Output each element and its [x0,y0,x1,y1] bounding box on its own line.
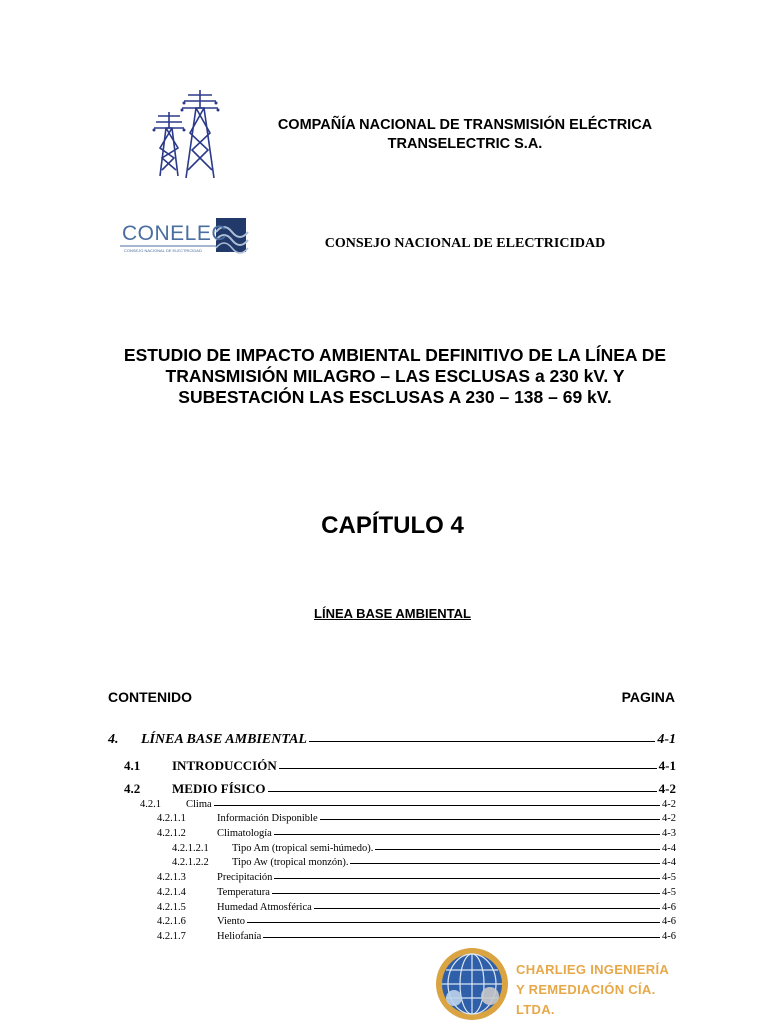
toc-leader-line [320,819,660,820]
toc-entry-page: 4-6 [662,931,676,942]
toc-entry-number: 4.2.1.4 [157,887,186,898]
toc-entry-number: 4.2.1.5 [157,902,186,913]
toc-entry-number: 4. [108,732,119,747]
toc-leader-line [214,805,660,806]
toc-entry-number: 4.2.1.3 [157,872,186,883]
toc-entry-page: 4-2 [658,781,676,796]
toc-entry[interactable] [157,931,676,942]
consultant-name-line2: Y REMEDIACIÓN CÍA. LTDA. [516,982,656,1017]
toc-entry[interactable] [124,758,676,774]
toc-entry-number: 4.2.1.1 [157,813,186,824]
toc-entry[interactable] [157,828,676,839]
toc-entry-page: 4-5 [662,887,676,898]
chapter-title: CAPÍTULO 4 [321,512,464,539]
toc-entry-number: 4.1 [124,758,141,773]
toc-entry-title: Humedad Atmosférica [217,902,312,913]
toc-entry-number: 4.2.1.2.2 [172,857,209,868]
toc-leader-line [247,922,660,923]
toc-entry[interactable] [172,843,676,854]
toc-leader-line [263,937,660,938]
toc-leader-line [272,893,660,894]
transmission-tower-logo [146,88,226,180]
consultant-name [516,960,686,1020]
toc-entry-number: 4.2.1.7 [157,931,186,942]
toc-entry[interactable] [124,781,676,797]
toc-leader-line [268,791,657,792]
conelec-logo-subtext: CONSEJO NACIONAL DE ELECTRICIDAD [124,248,202,253]
toc-entry-number: 4.2 [124,781,141,796]
contents-label: CONTENIDO [108,689,192,705]
toc-entry-page: 4-4 [662,843,676,854]
toc-entry-title: Tipo Am (tropical semi-húmedo). [232,843,374,854]
toc-entry[interactable] [140,799,676,810]
study-title [95,345,695,408]
toc-leader-line [314,908,660,909]
toc-entry[interactable] [157,813,676,824]
company-name [230,116,700,154]
toc-entry[interactable] [157,872,676,883]
toc-entry[interactable] [172,857,676,868]
conelec-logo [120,218,250,256]
page-column-label: PAGINA [621,689,675,705]
toc-entry-title: INTRODUCCIÓN [172,758,277,773]
globe-logo-icon [432,946,512,1022]
toc-entry-page: 4-3 [662,828,676,839]
toc-entry-page: 4-6 [662,902,676,913]
toc-entry-title: Heliofanía [217,931,262,942]
toc-entry-title: Información Disponible [217,813,318,824]
toc-entry-title: Viento [217,916,245,927]
toc-entry[interactable] [157,887,676,898]
toc-entry-page: 4-2 [662,813,676,824]
study-title-line1: ESTUDIO DE IMPACTO AMBIENTAL DEFINITIVO DE LA LÍNEA DE [123,345,667,365]
toc-leader-line [375,849,660,850]
toc-entry-title: Tipo Aw (tropical monzón). [232,857,349,868]
toc-entry-page: 4-5 [662,872,676,883]
study-title-line2: TRANSMISIÓN MILAGRO – LAS ESCLUSAS a 230 kV. Y [165,366,625,386]
toc-entry-title: Climatología [217,828,272,839]
section-heading: LÍNEA BASE AMBIENTAL [314,606,471,621]
toc-entry-number: 4.2.1.6 [157,916,186,927]
toc-entry-page: 4-2 [662,799,676,810]
toc-entry-page: 4-4 [662,857,676,868]
toc-entry-number: 4.2.1 [140,799,161,810]
regulator-name: CONSEJO NACIONAL DE ELECTRICIDAD [324,236,606,251]
toc-entry-page: 4-1 [658,758,676,773]
conelec-logo-text: CONELEC [122,222,228,245]
toc-entry-title: LÍNEA BASE AMBIENTAL [141,732,307,747]
toc-entry-title: Temperatura [217,887,270,898]
toc-entry-title: MEDIO FÍSICO [172,781,266,796]
toc-entry-number: 4.2.1.2 [157,828,186,839]
toc-entry-page: 4-1 [657,732,676,747]
toc-entry[interactable] [157,916,676,927]
toc-leader-line [274,878,660,879]
study-title-line3: SUBESTACIÓN LAS ESCLUSAS A 230 – 138 – 69 kV. [178,387,612,407]
toc-entry[interactable] [157,902,676,913]
toc-entry-title: Precipitación [217,872,273,883]
toc-entry-title: Clima [186,799,212,810]
toc-entry[interactable] [108,732,676,748]
company-name-line2: TRANSELECTRIC S.A. [387,136,543,152]
company-name-line1: COMPAÑÍA NACIONAL DE TRANSMISIÓN ELÉCTRICA [277,117,653,133]
toc-leader-line [274,834,660,835]
toc-entry-number: 4.2.1.2.1 [172,843,209,854]
toc-leader-line [279,768,657,769]
toc-entry-page: 4-6 [662,916,676,927]
toc-leader-line [350,863,660,864]
consultant-name-line1: CHARLIEG INGENIERÍA [516,962,670,977]
toc-leader-line [309,741,655,742]
